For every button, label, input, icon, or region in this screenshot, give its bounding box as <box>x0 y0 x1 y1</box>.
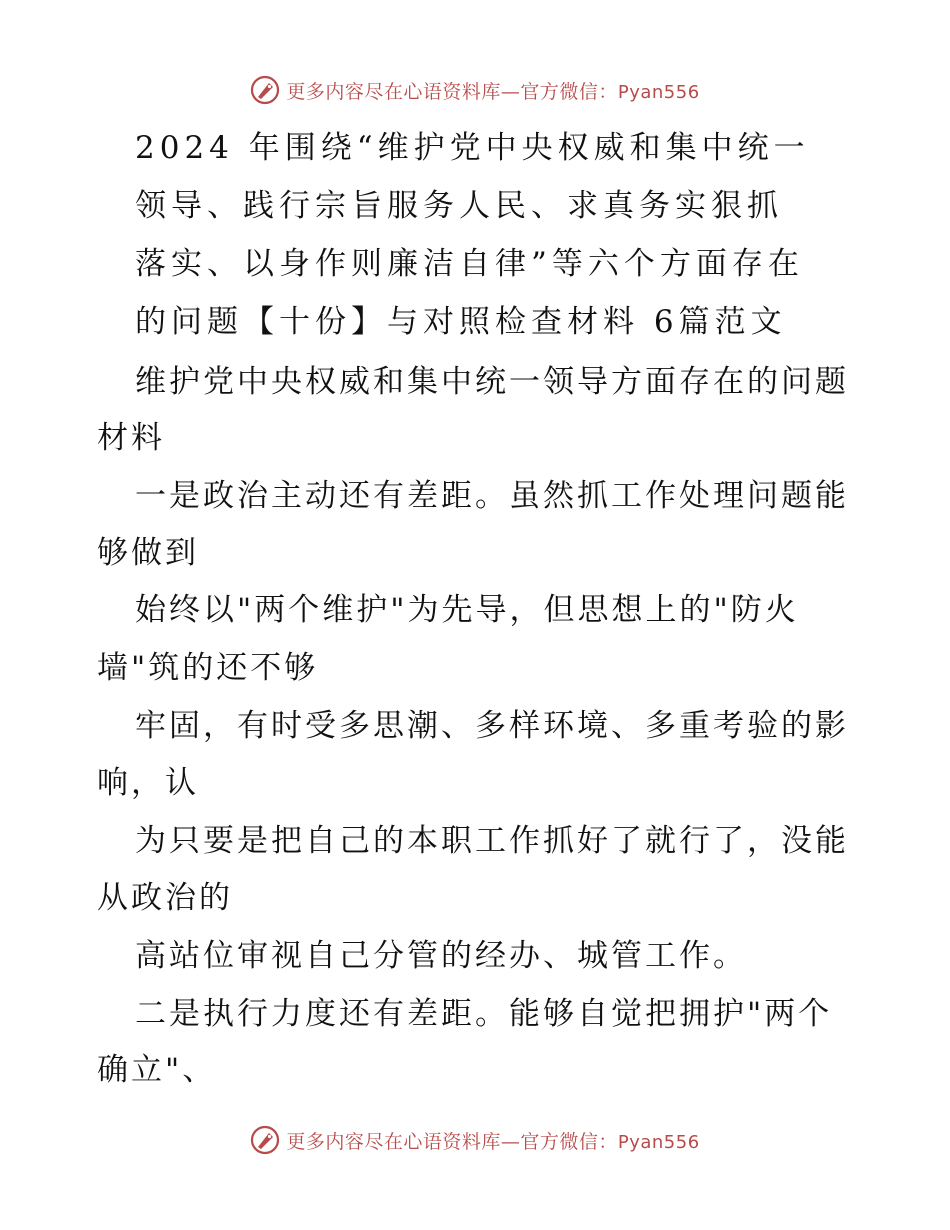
watermark-label: 更多内容尽在心语资料库—官方微信： <box>286 1130 618 1153</box>
pen-nib-logo-icon <box>250 75 280 105</box>
title-line-3: 落实、以身作则廉洁自律”等六个方面存在 <box>135 246 804 282</box>
title-line-2: 领导、践行宗旨服务人民、求真务实狠抓 <box>135 188 783 224</box>
body-line: 响，认 <box>97 765 199 801</box>
body-line: 确立"、 <box>97 1052 217 1088</box>
watermark-group <box>250 75 699 105</box>
body-line: 高站位审视自己分管的经办、城管工作。 <box>135 938 747 974</box>
body-line: 从政治的 <box>97 880 233 916</box>
watermark-wechat-id: Pyan556 <box>617 81 700 103</box>
body-line: 墙"筑的还不够 <box>97 650 319 686</box>
body-line: 材料 <box>97 420 165 456</box>
watermark-text <box>286 1127 699 1154</box>
footer-watermark <box>0 1120 950 1160</box>
body-line: 一是政治主动还有差距。虽然抓工作处理问题能 <box>135 478 849 514</box>
header-watermark <box>0 70 950 110</box>
body-line: 牢固，有时受多思潮、多样环境、多重考验的影 <box>135 708 849 744</box>
watermark-wechat-id: Pyan556 <box>617 1131 700 1153</box>
body-line: 二是执行力度还有差距。能够自觉把拥护"两个 <box>135 996 833 1032</box>
title-line-1: 2024 年围绕“维护党中央权威和集中统一 <box>135 130 810 166</box>
body-line: 始终以"两个维护"为先导，但思想上的"防火 <box>135 592 799 628</box>
pen-nib-logo-icon <box>250 1125 280 1155</box>
title-line-4: 的问题【十份】与对照检查材料 6篇范文 <box>135 304 787 340</box>
watermark-label: 更多内容尽在心语资料库—官方微信： <box>286 80 618 103</box>
watermark-text <box>286 77 699 104</box>
watermark-group <box>250 1125 699 1155</box>
body-line: 为只要是把自己的本职工作抓好了就行了，没能 <box>135 823 849 859</box>
body-line: 够做到 <box>97 535 199 571</box>
body-line: 维护党中央权威和集中统一领导方面存在的问题 <box>135 364 849 400</box>
